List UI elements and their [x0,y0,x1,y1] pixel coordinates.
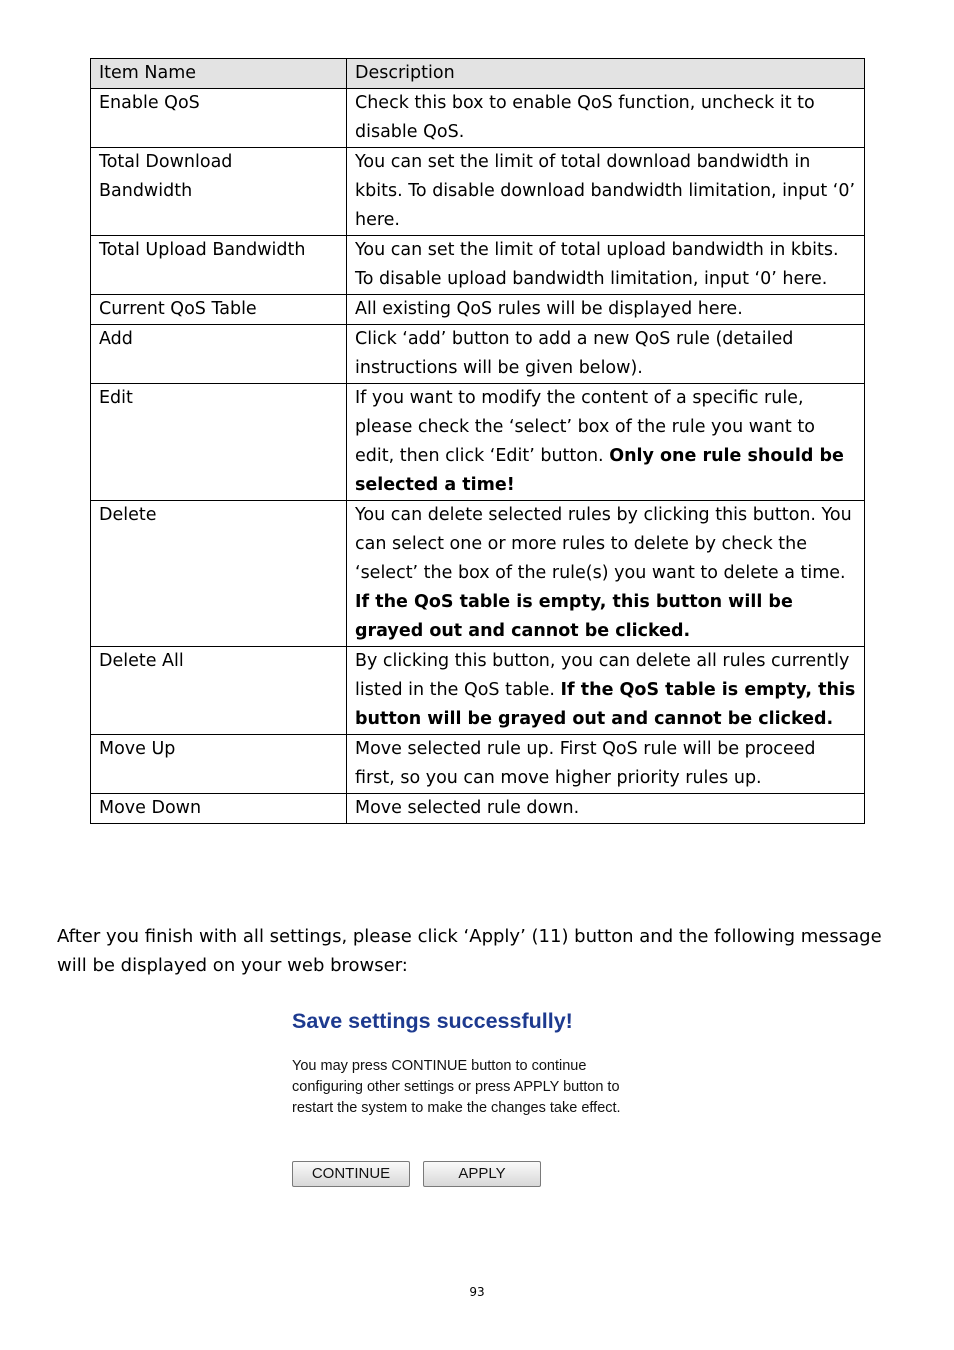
page-number: 93 [469,1285,485,1299]
row-description [347,148,865,236]
desc-text: Move selected rule down. [355,798,580,818]
save-settings-dialog [292,1006,712,1182]
table-row [91,295,865,325]
table-row [91,89,865,148]
table-row [91,384,865,501]
desc-text: If you want to modify the content of a specific rule, please check the ‘select’ box of the rule you want to edit, then click ‘Edit’ button. [355,388,815,466]
row-item-name: Move Down [91,794,347,824]
desc-bold-text: If the QoS table is empty, this button will be grayed out and cannot be clicked. [355,592,793,641]
desc-text: You can set the limit of total download bandwidth in kbits. To disable download bandwidth limitation, input ‘0’ here. [355,152,856,230]
qos-description-table [90,58,865,824]
header-description: Description [347,59,865,89]
table-row [91,735,865,794]
row-item-name: Add [91,325,347,384]
instruction-paragraph: After you finish with all settings, please click ‘Apply’ (11) button and the following message will be displayed on your web browser: [57,926,882,976]
desc-text: Move selected rule up. First QoS rule will be proceed first, so you can move higher priority rules up. [355,739,816,788]
row-item-name: Total Upload Bandwidth [91,236,347,295]
desc-text: All existing QoS rules will be displayed here. [355,299,743,319]
table-row [91,794,865,824]
row-item-name: Delete All [91,647,347,735]
table-row [91,236,865,295]
row-item-name: Delete [91,501,347,647]
row-item-name: Total Download Bandwidth [91,148,347,236]
table-row [91,501,865,647]
dialog-message-line: configuring other settings or press APPLY button to [292,1079,620,1095]
header-item-name: Item Name [91,59,347,89]
row-description [347,384,865,501]
row-item-name: Edit [91,384,347,501]
dialog-title: Save settings successfully! [292,1009,573,1033]
row-description [347,236,865,295]
row-description [347,501,865,647]
row-description [347,647,865,735]
table-body [91,89,865,824]
row-description [347,735,865,794]
desc-text: You can set the limit of total upload bandwidth in kbits. To disable upload bandwidth limitation, input ‘0’ here. [355,240,839,289]
table-row [91,647,865,735]
row-description [347,794,865,824]
row-item-name: Enable QoS [91,89,347,148]
desc-text: Check this box to enable QoS function, uncheck it to disable QoS. [355,93,815,142]
table-row [91,148,865,236]
dialog-message-line: You may press CONTINUE button to continue [292,1058,587,1074]
desc-bold-text: Only one rule should be selected a time! [355,446,844,495]
row-description [347,295,865,325]
dialog-message [292,1056,712,1119]
table-header-row [91,59,865,89]
continue-button[interactable]: CONTINUE [292,1161,410,1187]
dialog-message-line: restart the system to make the changes take effect. [292,1100,621,1116]
desc-text: Click ‘add’ button to add a new QoS rule (detailed instructions will be given below). [355,329,794,378]
desc-bold-text: If the QoS table is empty, this button will be grayed out and cannot be clicked. [355,680,856,729]
row-description [347,325,865,384]
desc-text: You can delete selected rules by clicking this button. You can select one or more rules to delete by check the ‘select’ the box of the rule(s) you want to delete a time. [355,505,852,583]
row-item-name: Move Up [91,735,347,794]
desc-text: By clicking this button, you can delete all rules currently listed in the QoS table. [355,651,850,700]
table-row [91,325,865,384]
row-description [347,89,865,148]
row-item-name: Current QoS Table [91,295,347,325]
apply-button[interactable]: APPLY [423,1161,541,1187]
